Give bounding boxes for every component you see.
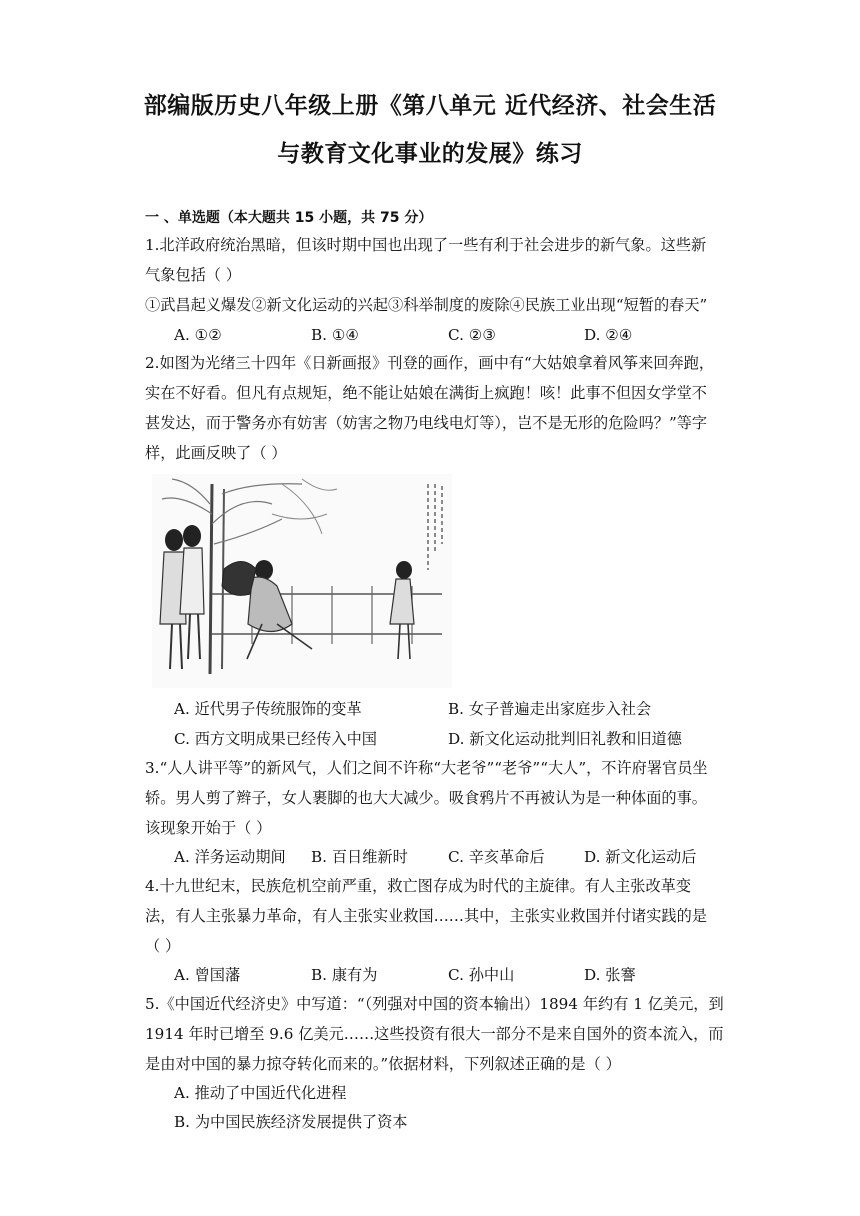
question-2-option-c[interactable]: C. 西方文明成果已经传入中国 — [174, 730, 377, 748]
question-2-option-b[interactable]: B. 女子普遍走出家庭步入社会 — [448, 700, 652, 718]
question-1-line-1: 1.北洋政府统治黑暗，但该时期中国也出现了一些有利于社会进步的新气象。这些新 — [145, 236, 707, 254]
question-2-line-3: 甚发达，而于警务亦有妨害（妨害之物乃电线电灯等），岂不是无形的危险吗？”等字 — [145, 414, 708, 432]
question-2-line-1: 2.如图为光绪三十四年《日新画报》刊登的画作，画中有“大姑娘拿着风筝来回奔跑， — [145, 354, 715, 372]
historical-illustration — [152, 474, 452, 688]
question-2-line-4: 样，此画反映了（ ） — [145, 444, 287, 462]
question-2-line-2: 实在不好看。但凡有点规矩，绝不能让姑娘在满街上疯跑！咳！此事不但因女学堂不 — [145, 384, 707, 402]
question-4-line-2: 法，有人主张暴力革命，有人主张实业救国……其中，主张实业救国并付诸实践的是 — [145, 907, 707, 925]
question-4-option-b[interactable]: B. 康有为 — [311, 966, 378, 984]
question-3-option-d[interactable]: D. 新文化运动后 — [584, 848, 697, 866]
question-4-line-1: 4.十九世纪末，民族危机空前严重，救亡图存成为时代的主旋律。有人主张改革变 — [145, 877, 692, 895]
question-5-line-3: 是由对中国的暴力掠夺转化而来的。”依据材料，下列叙述正确的是（ ） — [145, 1055, 621, 1073]
question-4-option-a[interactable]: A. 曾国藩 — [174, 966, 241, 984]
question-3-option-b[interactable]: B. 百日维新时 — [311, 848, 408, 866]
question-1-option-a[interactable]: A. ①② — [174, 326, 222, 344]
question-3-option-a[interactable]: A. 洋务运动期间 — [174, 848, 286, 866]
document-title-line-1: 部编版历史八年级上册《第八单元 近代经济、社会生活 — [143, 93, 717, 119]
question-5-line-1: 5.《中国近代经济史》中写道：“（列强对中国的资本输出）1894 年约有 1 亿美元，到 — [145, 995, 724, 1013]
question-4-option-d[interactable]: D. 张謇 — [584, 966, 636, 984]
question-3-option-c[interactable]: C. 辛亥革命后 — [448, 848, 545, 866]
question-3-line-2: 轿。男人剪了辫子，女人裹脚的也大大减少。吸食鸦片不再被认为是一种体面的事。 — [145, 789, 707, 807]
question-1-option-b[interactable]: B. ①④ — [311, 326, 360, 344]
question-5-line-2: 1914 年时已增至 9.6 亿美元……这些投资有很大一部分不是来自国外的资本流入，而 — [145, 1025, 724, 1043]
question-1-option-d[interactable]: D. ②④ — [584, 326, 633, 344]
question-2-option-a[interactable]: A. 近代男子传统服饰的变革 — [174, 700, 362, 718]
question-4-line-3: （ ） — [145, 937, 181, 955]
question-3-line-3: 该现象开始于（ ） — [145, 819, 272, 837]
question-1-line-3: ①武昌起义爆发②新文化运动的兴起③科举制度的废除④民族工业出现“短暂的春天” — [145, 296, 708, 314]
question-1-option-c[interactable]: C. ②③ — [448, 326, 496, 344]
question-1-line-2: 气象包括（ ） — [145, 266, 241, 284]
question-5-option-b[interactable]: B. 为中国民族经济发展提供了资本 — [174, 1113, 408, 1131]
question-5-option-a[interactable]: A. 推动了中国近代化进程 — [174, 1084, 347, 1102]
document-title-line-2: 与教育文化事业的发展》练习 — [277, 141, 583, 167]
question-2-option-d[interactable]: D. 新文化运动批判旧礼教和旧道德 — [448, 730, 682, 748]
section-heading: 一 、单选题（本大题共 15 小题，共 75 分） — [145, 210, 433, 226]
question-4-option-c[interactable]: C. 孙中山 — [448, 966, 515, 984]
question-3-line-1: 3.“人人讲平等”的新风气，人们之间不许称“大老爷”“老爷”“大人”，不许府署官员坐 — [145, 759, 708, 777]
